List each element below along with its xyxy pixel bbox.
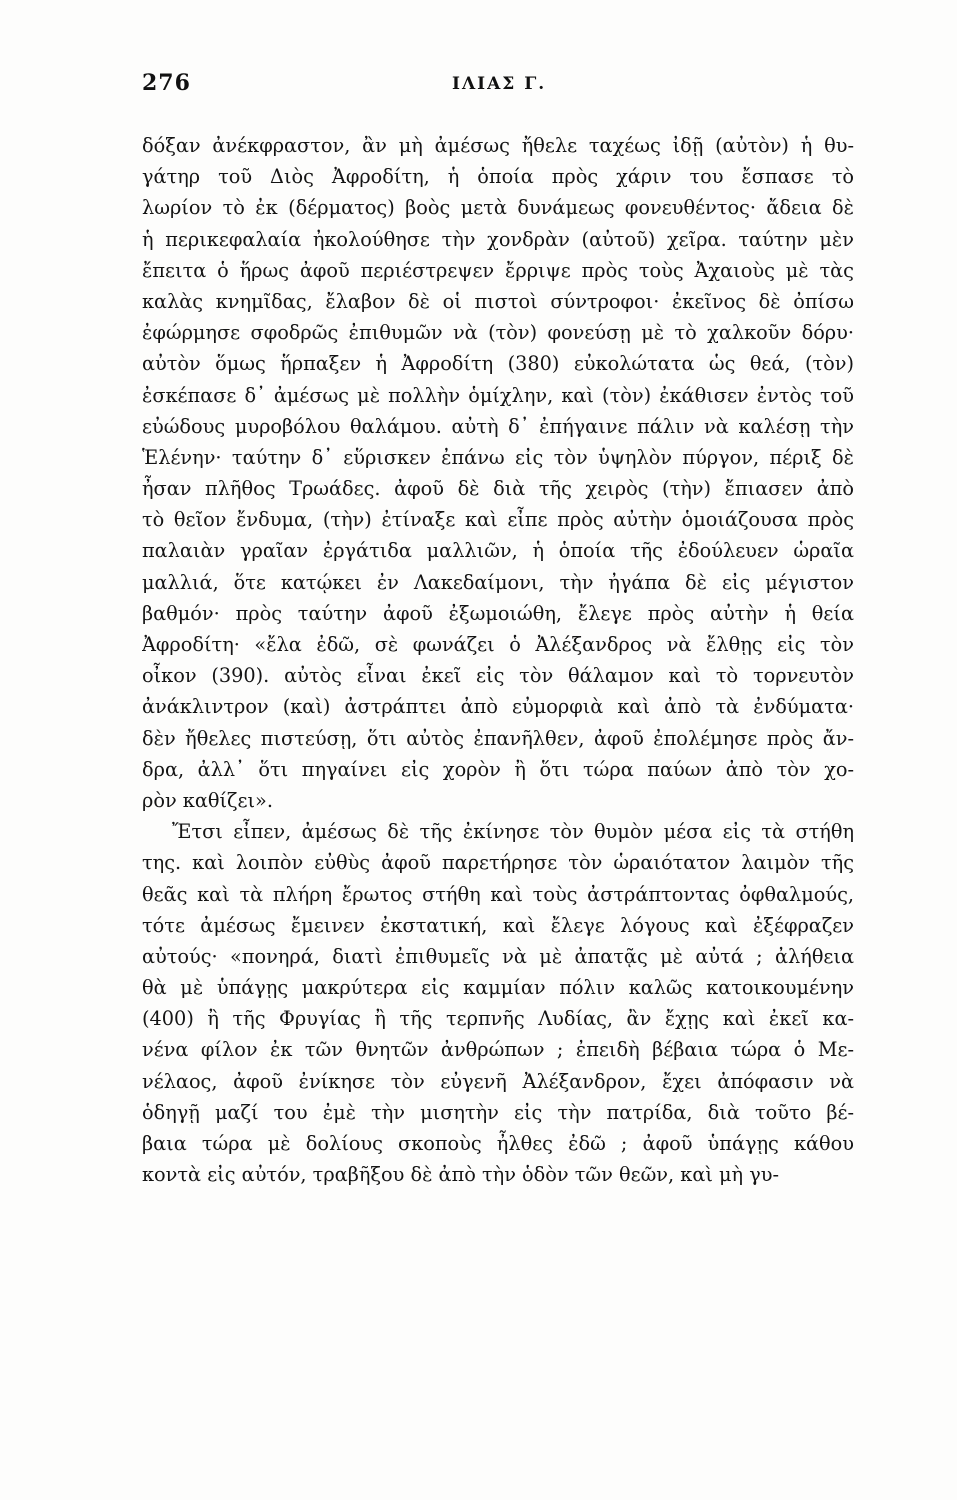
text-line: βαθμόν· πρὸς ταύτην ἀφοῦ ἐξωμοιώθη, ἔλεγε πρὸς αὐτὴν ἡ θεία <box>142 601 854 625</box>
text-line: οἶκον (390). αὐτὸς εἶναι ἐκεῖ εἰς τὸν θάλαμον καὶ τὸ τορνευτὸν <box>142 664 854 688</box>
text-line: εὐώδους μυροβόλου θαλάμου. αὐτὴ δ᾽ ἐπήγαινε πάλιν νὰ καλέσῃ τὴν <box>142 414 854 438</box>
text-line: λωρίον τὸ ἐκ (δέρματος) βοὸς μετὰ δυνάμεως φονευθέντος· ἄδεια δὲ <box>142 196 854 220</box>
text-line: ἔπειτα ὁ ἥρως ἀφοῦ περιέστρεψεν ἔρριψε πρὸς τοὺς Ἀχαιοὺς μὲ τὰς <box>142 258 854 282</box>
text-line: ἐσκέπασε δ᾽ ἀμέσως μὲ πολλὴν ὁμίχλην, καὶ (τὸν) ἐκάθισεν ἐντὸς τοῦ <box>142 383 854 407</box>
text-line: βαια τώρα μὲ δολίους σκοποὺς ἦλθες ἐδῶ ; ἀφοῦ ὑπάγῃς κάθου <box>142 1132 854 1155</box>
text-line: Ἑλένην· ταύτην δ᾽ εὕρισκεν ἐπάνω εἰς τὸν ὑψηλὸν πύργον, πέριξ δὲ <box>142 445 854 469</box>
text-line: θεᾶς καὶ τὰ πλήρη ἔρωτος στήθη καὶ τοὺς ἀστράπτοντας ὀφθαλμούς, <box>142 882 854 906</box>
text-line: δόξαν ἀνέκφραστον, ἂν μὴ ἀμέσως ἤθελε ταχέως ἰδῇ (αὐτὸν) ἡ θυ- <box>142 134 854 157</box>
text-line: Ἔτσι εἶπεν, ἀμέσως δὲ τῆς ἐκίνησε τὸν θυμὸν μέσα εἰς τὰ στήθη <box>172 820 854 844</box>
page-header <box>142 70 862 104</box>
text-line: Ἀφροδίτη· «ἔλα ἐδῶ, σὲ φωνάζει ὁ Ἀλέξανδρος νὰ ἔλθῃς εἰς τὸν <box>142 633 854 656</box>
text-line: ἀνάκλιντρον (καὶ) ἀστράπτει ἀπὸ εὐμορφιὰ καὶ ἀπὸ τὰ ἐνδύματα· <box>142 695 854 719</box>
text-line: τότε ἀμέσως ἔμεινεν ἐκστατική, καὶ ἔλεγε λόγους καὶ ἐξέφραζεν <box>142 913 854 937</box>
page-number: 276 <box>142 70 191 96</box>
text-line: τὸ θεῖον ἔνδυμα, (τὴν) ἐτίναξε καὶ εἶπε πρὸς αὐτὴν ὁμοιάζουσα πρὸς <box>142 508 854 532</box>
text-line: αὐτούς· «πονηρά, διατὶ ἐπιθυμεῖς νὰ μὲ ἀπατᾷς μὲ αὐτά ; ἀλήθεια <box>142 944 854 968</box>
text-line: θὰ μὲ ὑπάγῃς μακρύτερα εἰς καμμίαν πόλιν καλῶς κατοικουμένην <box>142 976 854 1000</box>
text-line: ὁδηγῇ μαζί του ἐμὲ τὴν μισητὴν εἰς τὴν πατρίδα, διὰ τοῦτο βέ- <box>142 1100 854 1124</box>
text-line: αὐτὸν ὅμως ἥρπαξεν ἡ Ἀφροδίτη (380) εὐκολώτατα ὡς θεά, (τὸν) <box>142 352 854 376</box>
text-line: ἡ περικεφαλαία ἠκολούθησε τὴν χονδρὰν (αὐτοῦ) χεῖρα. ταύτην μὲν <box>142 227 854 251</box>
running-title: ΙΛΙΑΣ Γ. <box>452 74 547 94</box>
text-line: δρα, ἀλλ᾽ ὅτι πηγαίνει εἰς χορὸν ἢ ὅτι τώρα παύων ἀπὸ τὸν χο- <box>142 757 854 781</box>
text-line: νέλαος, ἀφοῦ ἐνίκησε τὸν εὐγενῆ Ἀλέξανδρον, ἔχει ἀπόφασιν νὰ <box>142 1069 854 1093</box>
text-line: ἦσαν πλῆθος Τρωάδες. ἀφοῦ δὲ διὰ τῆς χειρὸς (τὴν) ἔπιασεν ἀπὸ <box>142 477 854 501</box>
text-line: ἐφώρμησε σφοδρῶς ἐπιθυμῶν νὰ (τὸν) φονεύσῃ μὲ τὸ χαλκοῦν δόρυ· <box>142 321 854 345</box>
text-line: γάτηρ τοῦ Διὸς Ἀφροδίτη, ἡ ὁποία πρὸς χάριν του ἔσπασε τὸ <box>142 165 854 189</box>
text-line: κοντὰ εἰς αὐτόν, τραβῆξου δὲ ἀπὸ τὴν ὁδὸν τῶν θεῶν, καὶ μὴ γυ- <box>142 1163 779 1187</box>
text-line: ρὸν καθίζει». <box>142 788 273 812</box>
body-text <box>142 130 854 1190</box>
text-line: νένα φίλον ἐκ τῶν θνητῶν ἀνθρώπων ; ἐπειδὴ βέβαια τώρα ὁ Με- <box>142 1038 854 1062</box>
text-line: (400) ἢ τῆς Φρυγίας ἢ τῆς τερπνῆς Λυδίας, ἂν ἔχῃς καὶ ἐκεῖ κα- <box>142 1007 854 1031</box>
text-line: δὲν ἤθελες πιστεύσῃ, ὅτι αὐτὸς ἐπανῆλθεν, ἀφοῦ ἐπολέμησε πρὸς ἄν- <box>142 726 854 750</box>
text-line: μαλλιά, ὅτε κατῴκει ἐν Λακεδαίμονι, τὴν ἠγάπα δὲ εἰς μέγιστον <box>142 570 854 594</box>
text-line: καλὰς κνημῖδας, ἔλαβον δὲ οἱ πιστοὶ σύντροφοι· ἐκεῖνος δὲ ὀπίσω <box>142 289 854 313</box>
text-line: της. καὶ λοιπὸν εὐθὺς ἀφοῦ παρετήρησε τὸν ὡραιότατον λαιμὸν τῆς <box>142 851 854 875</box>
text-line: παλαιὰν γραῖαν ἐργάτιδα μαλλιῶν, ἡ ὁποία τῆς ἐδούλευεν ὡραῖα <box>142 539 854 563</box>
